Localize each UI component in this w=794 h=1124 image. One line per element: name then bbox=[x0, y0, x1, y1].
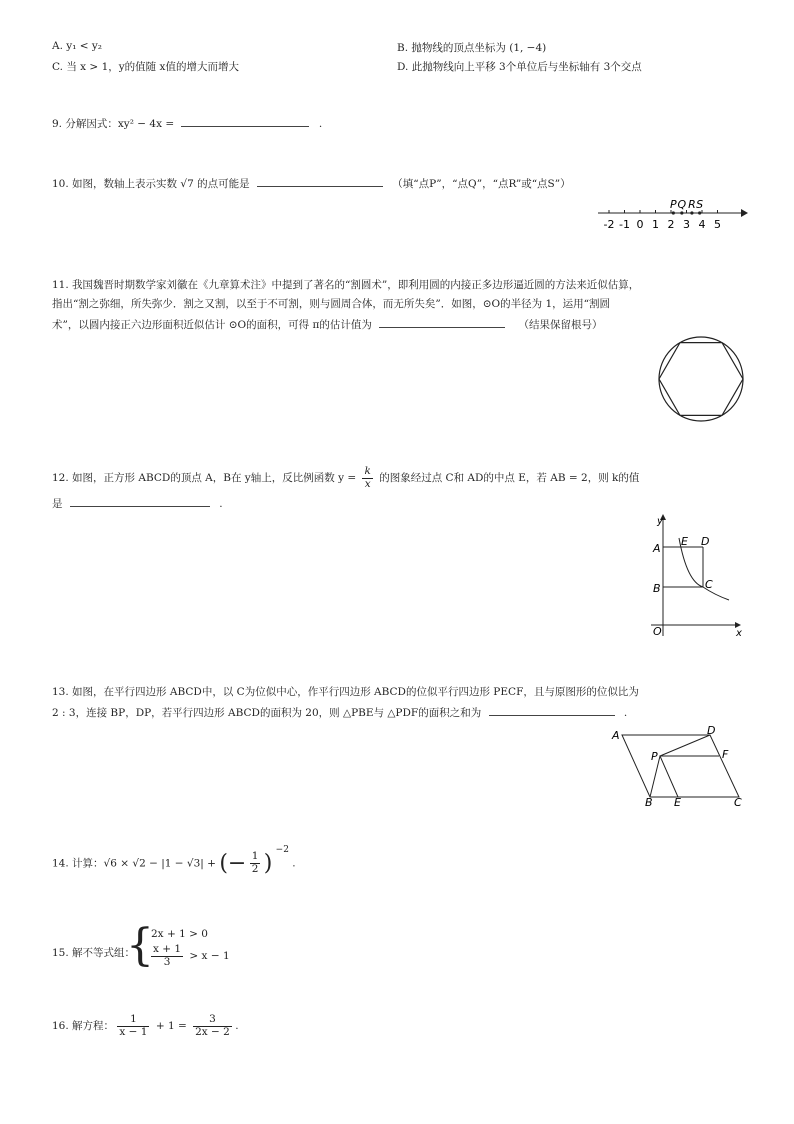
answer-blank-11[interactable] bbox=[379, 315, 505, 328]
question-12-line2 bbox=[52, 494, 223, 511]
answer-blank-13[interactable] bbox=[489, 703, 615, 716]
question-14-denominator: 2 bbox=[251, 863, 259, 875]
question-11-line2: 指出“割之弥细，所失弥少．割之又割，以至于不可割，则与圆周合体，而无所失矣”．如图，⊙O的半径为 1，运用“割圆 bbox=[52, 298, 611, 310]
question-16-f2-num: 3 bbox=[193, 1014, 232, 1027]
label-d: D bbox=[707, 724, 716, 737]
question-14-numerator: 1 bbox=[251, 850, 259, 863]
square-hyperbola-figure bbox=[645, 510, 745, 642]
question-14-exponent: −2 bbox=[275, 845, 289, 855]
question-11-hint: （结果保留根号） bbox=[518, 319, 603, 331]
label-a: A bbox=[653, 542, 661, 555]
question-16-f2-den: 2x − 2 bbox=[195, 1025, 230, 1038]
label-e: E bbox=[681, 535, 688, 548]
answer-blank-10[interactable] bbox=[257, 174, 383, 187]
label-e: E bbox=[674, 796, 681, 808]
label-p: P bbox=[651, 750, 658, 763]
answer-blank-9[interactable] bbox=[181, 114, 309, 127]
question-14-paren-open: (− bbox=[219, 851, 247, 876]
question-16-f1-den: x − 1 bbox=[119, 1025, 148, 1038]
function-fraction bbox=[362, 466, 372, 490]
question-16-fraction-1 bbox=[117, 1014, 149, 1038]
label-x: x bbox=[736, 628, 742, 639]
number-line-arrow bbox=[741, 209, 748, 217]
question-14-text: 14. 计算：√6 × √2 − |1 − √3| + bbox=[52, 857, 216, 870]
number-line-point-s bbox=[698, 211, 701, 214]
inscribed-hexagon bbox=[659, 343, 743, 416]
number-line-point-p bbox=[672, 211, 675, 214]
label-o: O bbox=[653, 625, 662, 638]
question-14-paren-close: ) bbox=[263, 851, 273, 876]
parallelogram-abcd bbox=[622, 735, 739, 797]
question-16 bbox=[52, 1014, 239, 1038]
number-line-figure bbox=[595, 196, 755, 236]
question-16-mid: + 1 = bbox=[155, 1020, 187, 1033]
inequality-2 bbox=[151, 944, 230, 968]
option-c: C. 当 x > 1，y的值随 x值的增大而增大 bbox=[52, 61, 239, 73]
number-line-tick-label: 1 bbox=[652, 218, 659, 231]
inequality-2-rest: > x − 1 bbox=[189, 950, 230, 963]
question-12-line2-text: 是 bbox=[52, 498, 63, 510]
question-13-line2-wrap bbox=[52, 703, 627, 720]
number-line-tick-label: -2 bbox=[603, 218, 615, 231]
answer-blank-12[interactable] bbox=[70, 494, 210, 507]
option-d: D. 此抛物线向上平移 3个单位后与坐标轴有 3个交点 bbox=[397, 61, 642, 73]
question-15-text: 15. 解不等式组： bbox=[52, 947, 136, 959]
option-a: A. y₁ < y₂ bbox=[52, 40, 103, 52]
number-line-point-label: Q bbox=[677, 198, 687, 211]
question-16-fraction-2 bbox=[193, 1014, 232, 1038]
label-y: y bbox=[657, 516, 663, 527]
question-13-end: . bbox=[623, 707, 628, 719]
number-line-tick-label: 3 bbox=[683, 218, 690, 231]
circle-o bbox=[659, 337, 743, 421]
label-b: B bbox=[645, 796, 653, 808]
question-11-line3: 术”，以圆内接正六边形面积近似估计 ⊙O的面积，可得 π的估计值为 bbox=[52, 319, 372, 331]
number-line-tick-label: -1 bbox=[619, 218, 630, 231]
question-14 bbox=[52, 845, 296, 876]
fraction-denominator: x bbox=[364, 477, 371, 490]
label-c: C bbox=[734, 796, 742, 808]
number-line-point-label: P bbox=[670, 198, 677, 211]
question-10-hint: （填“点P”，“点Q”，“点R”或“点S”） bbox=[392, 178, 571, 190]
question-9 bbox=[52, 114, 322, 131]
parallelogram-figure bbox=[608, 722, 748, 808]
question-14-end: . bbox=[292, 857, 296, 870]
number-line-tick-label: 5 bbox=[714, 218, 721, 231]
label-a: A bbox=[612, 729, 620, 742]
number-line-point-label: R bbox=[688, 198, 696, 211]
label-b: B bbox=[653, 582, 661, 595]
inequality-2-denominator: 3 bbox=[163, 955, 171, 968]
number-line-tick-label: 2 bbox=[667, 218, 675, 231]
question-10-text: 10. 如图，数轴上表示实数 √7 的点可能是 bbox=[52, 178, 250, 190]
question-12-text-b: 的图象经过点 C和 AD的中点 E，若 AB = 2，则 k的值 bbox=[379, 472, 640, 485]
fraction-numerator: k bbox=[364, 465, 371, 477]
system-brace: { bbox=[126, 920, 154, 971]
question-16-end: . bbox=[235, 1020, 239, 1033]
inequality-2-numerator: x + 1 bbox=[153, 943, 182, 955]
inequality-2-fraction bbox=[151, 944, 183, 968]
question-10 bbox=[52, 174, 571, 191]
number-line-point-label: S bbox=[696, 198, 704, 211]
question-13-line2: 2 : 3，连接 BP，DP，若平行四边形 ABCD的面积为 20，则 △PBE与 △PDF的面积之和为 bbox=[52, 707, 482, 719]
inequality-1: 2x + 1 > 0 bbox=[151, 928, 208, 940]
question-12-end: . bbox=[219, 498, 223, 510]
label-f: F bbox=[722, 748, 729, 761]
label-c: C bbox=[705, 578, 713, 591]
label-d: D bbox=[701, 535, 710, 548]
question-12-text-a: 12. 如图，正方形 ABCD的顶点 A，B在 y轴上，反比例函数 y = bbox=[52, 472, 357, 485]
question-14-fraction bbox=[250, 851, 261, 875]
parallelogram-pecf bbox=[660, 756, 719, 797]
question-9-end: . bbox=[318, 118, 323, 130]
number-line-point-r bbox=[690, 211, 693, 214]
question-13-line1: 13. 如图，在平行四边形 ABCD中，以 C为位似中心，作平行四边形 ABCD的位似平行四边形 PECF，且与原图形的位似比为 bbox=[52, 686, 639, 698]
question-9-text: 9. 分解因式：xy² − 4x = bbox=[52, 118, 175, 130]
number-line-tick-label: 4 bbox=[698, 218, 706, 231]
number-line-tick-label: 0 bbox=[636, 218, 644, 231]
number-line-point-q bbox=[680, 211, 683, 214]
option-b: B. 抛物线的顶点坐标为 (1, −4) bbox=[397, 42, 547, 54]
segment-dp bbox=[660, 735, 710, 756]
question-11-line1: 11. 我国魏晋时期数学家刘徽在《九章算术注》中提到了著名的“割圆术”，即利用圆的内接正多边形逼近圆的方法来近似估算， bbox=[52, 279, 640, 291]
circle-hexagon-figure bbox=[656, 334, 746, 424]
question-16-f1-num: 1 bbox=[117, 1014, 149, 1027]
question-16-text: 16. 解方程： bbox=[52, 1020, 115, 1033]
question-12-line1 bbox=[52, 466, 639, 490]
question-11-line3-wrap bbox=[52, 315, 603, 332]
